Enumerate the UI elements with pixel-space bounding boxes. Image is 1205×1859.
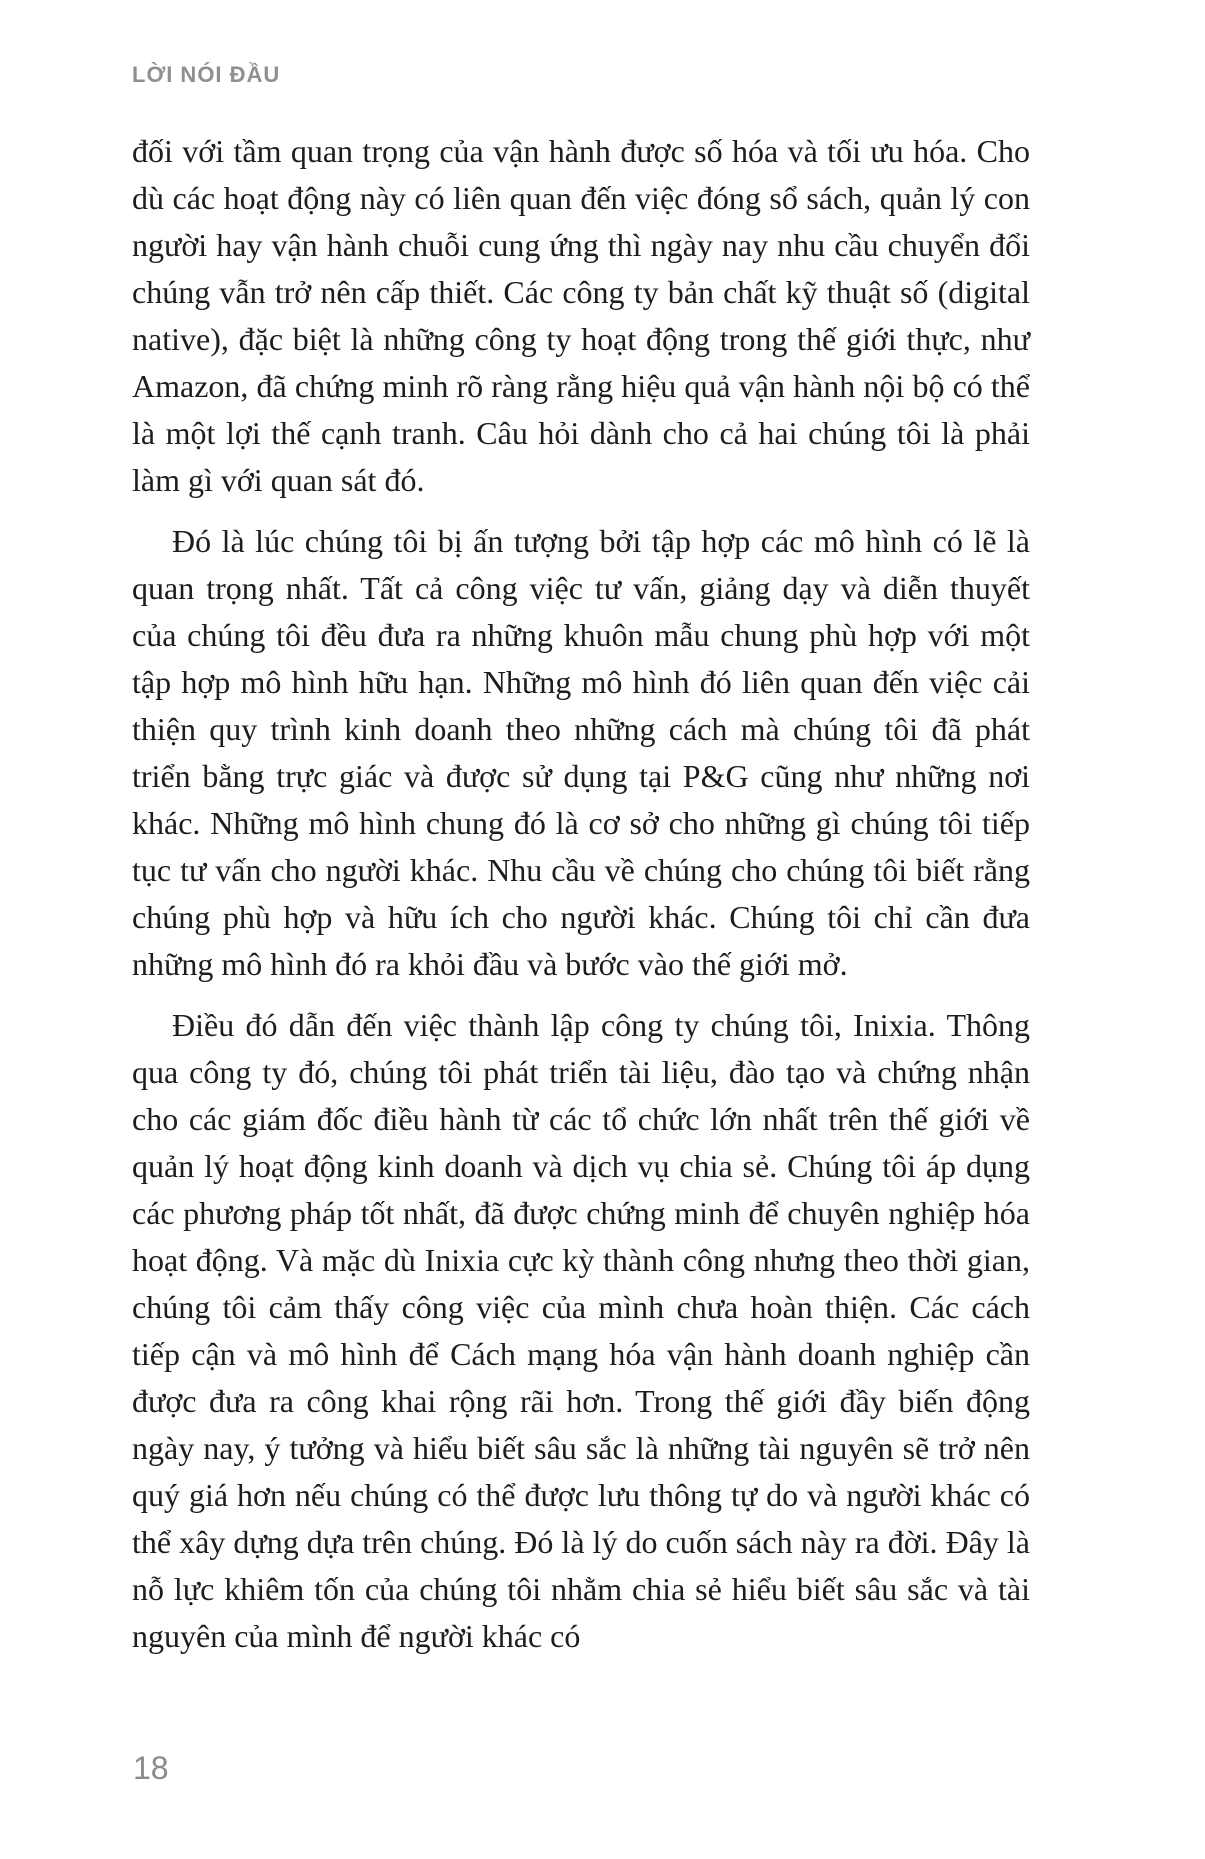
paragraph: đối với tầm quan trọng của vận hành được số hóa và tối ưu hóa. Cho dù các hoạt động này có liên quan đến việc đóng sổ sách, quản lý con người hay vận hành chuỗi cung ứng thì ngày nay nhu cầu chuyển đổi chúng vẫn trở nên cấp thiết. Các công ty bản chất kỹ thuật số (digital native), đặc biệt là những công ty hoạt động trong thế giới thực, như Amazon, đã chứng minh rõ ràng rằng hiệu quả vận hành nội bộ có thể là một lợi thế cạnh tranh. Câu hỏi dành cho cả hai chúng tôi là phải làm gì với quan sát đó. bbox=[132, 133, 1030, 498]
body-text-block bbox=[132, 128, 1030, 1674]
page-number: 18 bbox=[133, 1750, 169, 1786]
paragraph: Điều đó dẫn đến việc thành lập công ty chúng tôi, Inixia. Thông qua công ty đó, chúng tôi phát triển tài liệu, đào tạo và chứng nhận cho các giám đốc điều hành từ các tổ chức lớn nhất trên thế giới về quản lý hoạt động kinh doanh và dịch vụ chia sẻ. Chúng tôi áp dụng các phương pháp tốt nhất, đã được chứng minh để chuyên nghiệp hóa hoạt động. Và mặc dù Inixia cực kỳ thành công nhưng theo thời gian, chúng tôi cảm thấy công việc của mình chưa hoàn thiện. Các cách tiếp cận và mô hình để Cách mạng hóa vận hành doanh nghiệp cần được đưa ra công khai rộng rãi hơn. Trong thế giới đầy biến động ngày nay, ý tưởng và hiểu biết sâu sắc là những tài nguyên sẽ trở nên quý giá hơn nếu chúng có thể được lưu thông tự do và người khác có thể xây dựng dựa trên chúng. Đó là lý do cuốn sách này ra đời. Đây là nỗ lực khiêm tốn của chúng tôi nhằm chia sẻ hiểu biết sâu sắc và tài nguyên của mình để người khác có bbox=[132, 1007, 1030, 1654]
running-header: LỜI NÓI ĐẦU bbox=[132, 62, 281, 87]
paragraph: Đó là lúc chúng tôi bị ấn tượng bởi tập hợp các mô hình có lẽ là quan trọng nhất. Tất cả công việc tư vấn, giảng dạy và diễn thuyết của chúng tôi đều đưa ra những khuôn mẫu chung phù hợp với một tập hợp mô hình hữu hạn. Những mô hình đó liên quan đến việc cải thiện quy trình kinh doanh theo những cách mà chúng tôi đã phát triển bằng trực giác và được sử dụng tại P&G cũng như những nơi khác. Những mô hình chung đó là cơ sở cho những gì chúng tôi tiếp tục tư vấn cho người khác. Nhu cầu về chúng cho chúng tôi biết rằng chúng phù hợp và hữu ích cho người khác. Chúng tôi chỉ cần đưa những mô hình đó ra khỏi đầu và bước vào thế giới mở. bbox=[132, 523, 1030, 982]
